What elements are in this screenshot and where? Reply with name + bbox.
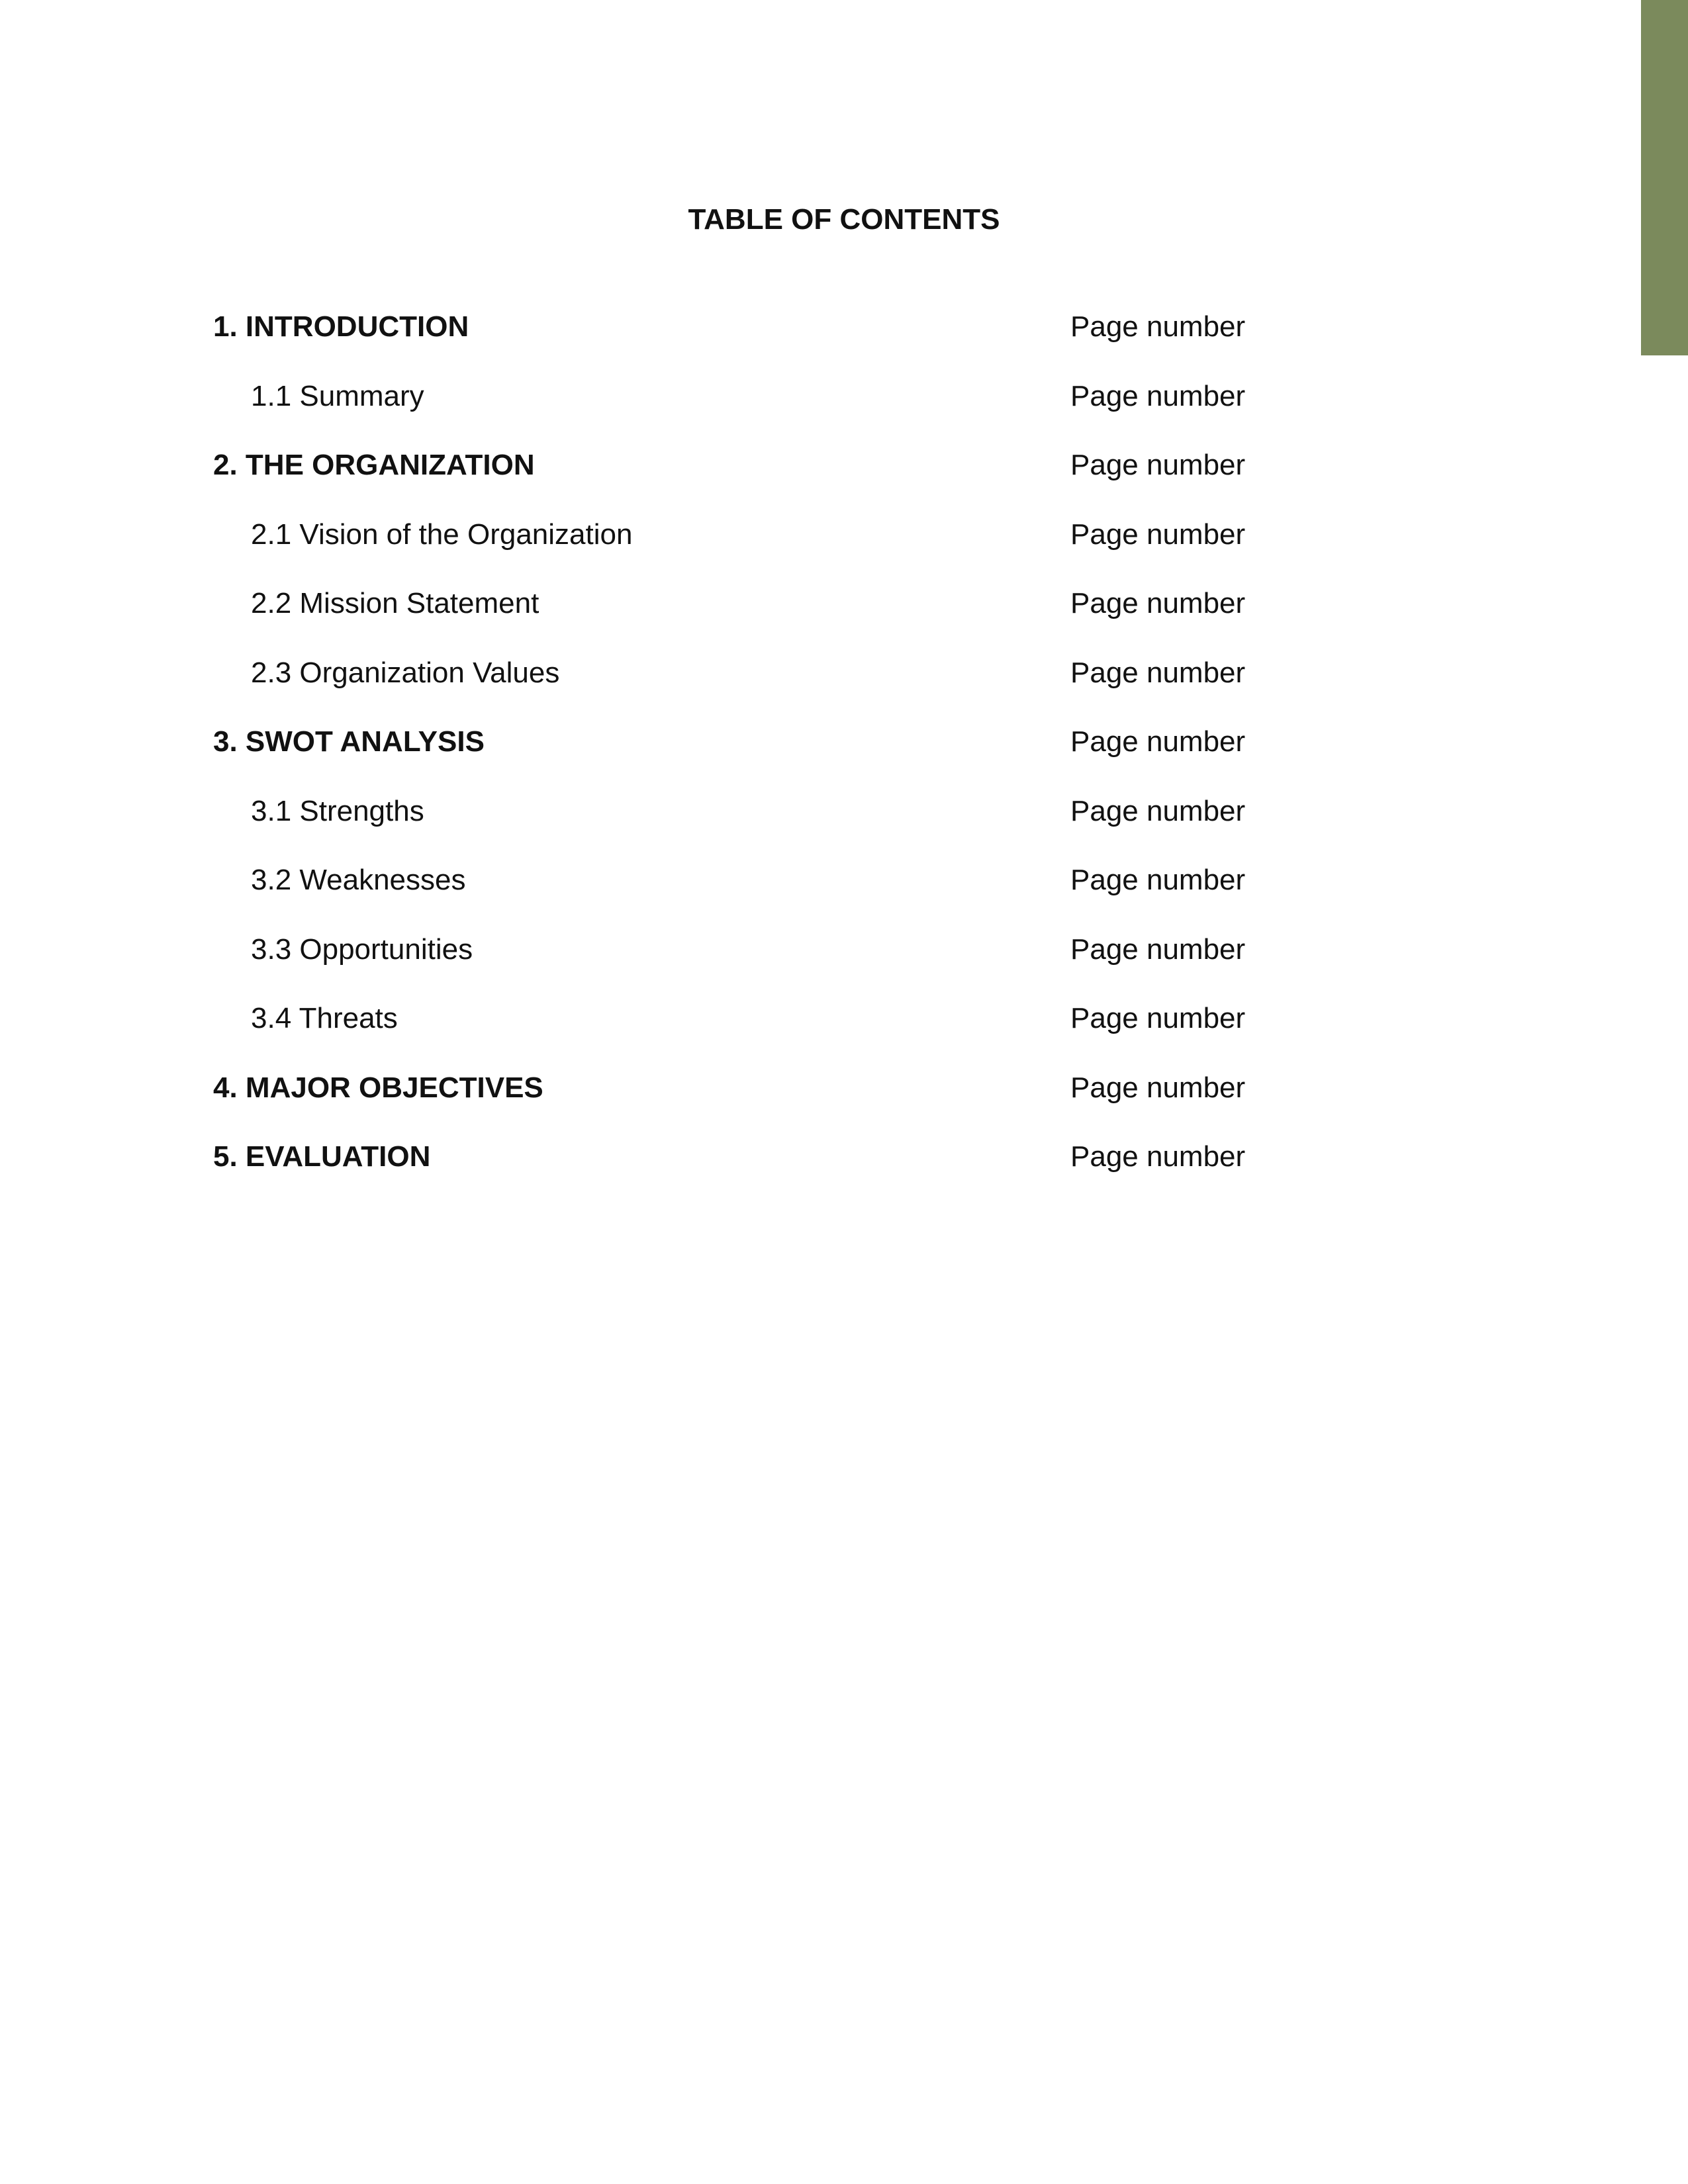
toc-entry-page: Page number (1070, 449, 1246, 481)
toc-entry-page: Page number (1070, 587, 1246, 619)
toc-entry-label: 2.3 Organization Values (251, 656, 560, 689)
toc-entry[interactable] (0, 514, 1688, 583)
toc-entry[interactable] (0, 790, 1688, 860)
toc-entry-label: 2.2 Mission Statement (251, 587, 539, 619)
toc-entry-label: 3.1 Strengths (251, 794, 424, 827)
toc-entry-label: 3.3 Opportunities (251, 933, 473, 966)
toc-entry-label: 2. THE ORGANIZATION (213, 449, 535, 481)
toc-entry[interactable] (0, 375, 1688, 445)
toc-entry[interactable] (0, 582, 1688, 652)
toc-entry-page: Page number (1070, 1002, 1246, 1034)
toc-entry-label: 3.4 Threats (251, 1002, 398, 1034)
toc-entry-label: 5. EVALUATION (213, 1140, 431, 1173)
toc-entry[interactable] (0, 652, 1688, 721)
toc-entry-page: Page number (1070, 379, 1246, 412)
toc-entry[interactable] (0, 444, 1688, 514)
toc-entry[interactable] (0, 859, 1688, 929)
toc-entry-label: 1. INTRODUCTION (213, 310, 469, 343)
toc-title: TABLE OF CONTENTS (688, 203, 1000, 236)
toc-entry-page: Page number (1070, 1140, 1246, 1173)
toc-entry[interactable] (0, 1067, 1688, 1136)
toc-entry-label: 2.1 Vision of the Organization (251, 518, 633, 551)
toc-entry[interactable] (0, 721, 1688, 790)
toc-entry-label: 1.1 Summary (251, 379, 424, 412)
toc-entry-page: Page number (1070, 518, 1246, 551)
toc-entry-page: Page number (1070, 1071, 1246, 1104)
toc-entry-page: Page number (1070, 864, 1246, 896)
toc-entry[interactable] (0, 997, 1688, 1067)
toc-entry-label: 3. SWOT ANALYSIS (213, 725, 485, 758)
toc-entry-page: Page number (1070, 310, 1246, 343)
toc-entry[interactable] (0, 929, 1688, 998)
toc-entry[interactable] (0, 306, 1688, 375)
toc-entry-page: Page number (1070, 794, 1246, 827)
toc-entry-page: Page number (1070, 725, 1246, 758)
toc-entry-label: 3.2 Weaknesses (251, 864, 466, 896)
toc-list (0, 306, 1688, 1205)
toc-entry-page: Page number (1070, 656, 1246, 689)
toc-entry[interactable] (0, 1136, 1688, 1205)
toc-entry-label: 4. MAJOR OBJECTIVES (213, 1071, 543, 1104)
accent-bar (1641, 0, 1688, 355)
toc-entry-page: Page number (1070, 933, 1246, 966)
